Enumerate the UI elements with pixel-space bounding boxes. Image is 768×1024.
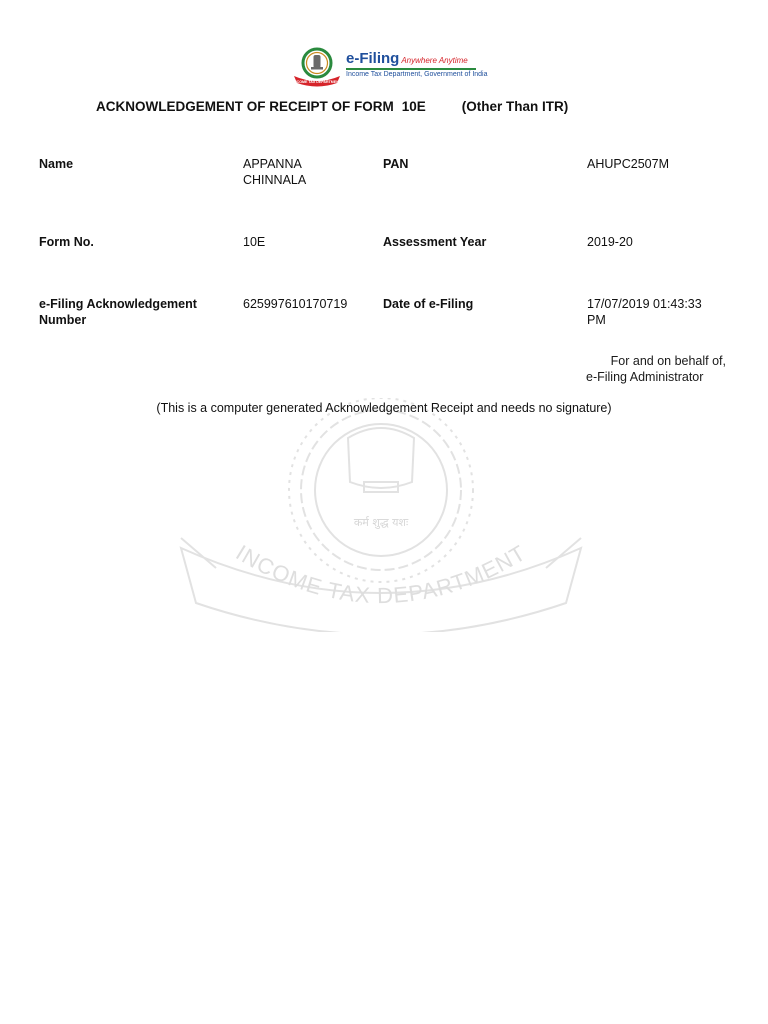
name-label: Name (39, 157, 74, 171)
title-qualifier: (Other Than ITR) (461, 99, 569, 114)
title-heading: ACKNOWLEDGEMENT OF RECEIPT OF FORM (96, 99, 394, 114)
efiling-brand (346, 50, 468, 68)
title-form-number: 10E (401, 99, 426, 114)
income-tax-watermark (176, 398, 586, 632)
signatory-block (586, 353, 726, 385)
logo-divider (346, 68, 476, 70)
pan-label: PAN (383, 157, 409, 171)
watermark-motto: कर्म शुद्ध यशः (353, 516, 409, 529)
behalf-line1: For and on behalf of, (610, 354, 726, 368)
filing-date-line2: PM (587, 313, 606, 327)
svg-text:INCOME TAX DEPARTMENT: INCOME TAX DEPARTMENT (293, 80, 341, 84)
efiling-brand-name: e-Filing (346, 50, 400, 67)
acknowledgement-number-value: 625997610170719 (243, 297, 348, 311)
filing-date-value (587, 296, 702, 328)
acknowledgement-label-line2: Number (39, 313, 87, 327)
name-value (243, 156, 306, 188)
assessment-year-value: 2019-20 (587, 235, 633, 249)
form-number-value: 10E (243, 235, 266, 249)
computer-generated-note: (This is a computer generated Acknowledgement Receipt and needs no signature) (156, 401, 612, 415)
behalf-line2: e-Filing Administrator (586, 370, 704, 384)
name-value-line1: APPANNA (243, 157, 302, 171)
name-value-line2: CHINNALA (243, 173, 307, 187)
efiling-subtitle: Income Tax Department, Government of India (346, 71, 488, 78)
assessment-year-label: Assessment Year (383, 235, 487, 249)
watermark-banner: INCOME TAX DEPARTMENT (231, 539, 531, 609)
efiling-logo (290, 46, 488, 88)
filing-date-label: Date of e-Filing (383, 297, 474, 311)
efiling-tagline: Anywhere Anytime (401, 56, 468, 65)
form-number-label: Form No. (39, 235, 94, 249)
income-tax-emblem-icon (290, 46, 344, 88)
pan-value: AHUPC2507M (587, 157, 669, 171)
page-title (96, 99, 568, 114)
acknowledgement-number-label (39, 296, 197, 328)
filing-date-line1: 17/07/2019 01:43:33 (587, 297, 702, 311)
acknowledgement-label-line1: e-Filing Acknowledgement (39, 297, 197, 311)
